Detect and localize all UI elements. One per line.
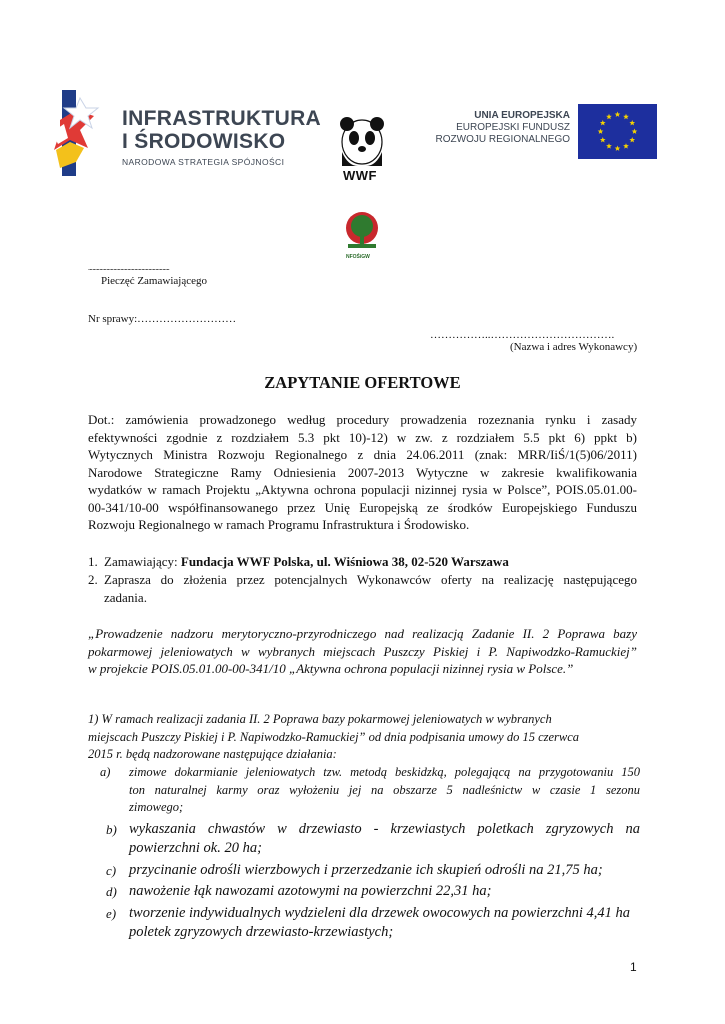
intro-line: efektywności zgodnie z rozdziałem 5.3 pkt 10)-12) w zw. z rozdziałem 5.5 pkt 6) ppkt b) bbox=[88, 429, 637, 445]
eu-line3: ROZWOJU REGIONALNEGO bbox=[435, 134, 570, 145]
contractor-label: (Nazwa i adres Wykonawcy) bbox=[510, 341, 638, 353]
activity-item bbox=[100, 764, 640, 817]
activity-line: zimowe dokarmianie jeleniowatych tzw. metodą beskidzką, polegającą na przygotowaniu 150 bbox=[129, 765, 640, 779]
client-label: Zamawiający: bbox=[104, 554, 181, 569]
scope-line: 1) W ramach realizacji zadania II. 2 Poprawa bazy pokarmowej jeleniowatych w wybranych bbox=[88, 712, 552, 726]
list-number: 2. bbox=[88, 572, 98, 587]
activity-line: powierzchni ok. 20 ha; bbox=[129, 839, 262, 856]
intro-paragraph bbox=[88, 411, 637, 534]
task-title-line: pokarmowej jeleniowatych w wybranych miejscach Puszczy Piskiej i P. Napiwodzko-Ramuckiej” bbox=[88, 643, 637, 659]
stamp-label: Pieczęć Zamawiającego bbox=[101, 275, 207, 287]
infra-subtitle: NARODOWA STRATEGIA SPÓJNOŚCI bbox=[122, 157, 285, 167]
intro-line: wydatków w ramach Projektu „Aktywna ochrona populacji nizinnej rysia w Polsce”, POIS.05.01.00- bbox=[88, 482, 637, 497]
activity-letter: a) bbox=[100, 765, 111, 779]
scope-line: miejscach Puszczy Piskiej i P. Napiwodzko-Ramuckiej” od dnia podpisania umowy do 15 czerwca bbox=[88, 729, 580, 744]
activity-line: zimowego; bbox=[129, 800, 184, 814]
item2-line1: Zaprasza do złożenia przez potencjalnych Wykonawców oferty na realizację następującego bbox=[104, 572, 637, 587]
intro-line: Rozwoju Regionalnego w ramach Programu Infrastruktura i Środowisko. bbox=[88, 517, 470, 532]
list-item-2 bbox=[88, 571, 637, 606]
eu-line1: UNIA EUROPEJSKA bbox=[474, 110, 570, 121]
wwf-label: WWF bbox=[343, 168, 377, 183]
activity-item bbox=[100, 820, 640, 858]
nss-star-icon bbox=[50, 90, 106, 176]
activity-letter: e) bbox=[106, 905, 117, 921]
scope-paragraph bbox=[88, 711, 598, 764]
infra-title-line1: INFRASTRUKTURA bbox=[122, 107, 322, 130]
client-value: Fundacja WWF Polska, ul. Wiśniowa 38, 02-520 Warszawa bbox=[180, 554, 509, 569]
activity-line: tworzenie indywidualnych wydzieleni dla drzewek owocowych na powierzchni 4,41 ha bbox=[129, 904, 630, 921]
activity-line: nawożenie łąk nawozami azotowymi na powierzchni 22,31 ha; bbox=[129, 882, 492, 899]
intro-line: Wytycznych Ministra Rozwoju Regionalnego z dnia 24.06.2011 (znak: MRR/IiŚ/1(5)06/2011) bbox=[88, 447, 637, 462]
task-title bbox=[88, 625, 637, 678]
activity-letter: c) bbox=[106, 862, 117, 878]
activity-list bbox=[100, 764, 640, 942]
task-title-line: w projekcie POIS.05.01.00-00-341/10 „Aktywna ochrona populacji nizinnej rysia w Polsce.” bbox=[88, 661, 574, 676]
list-number: 1. bbox=[88, 554, 98, 569]
infra-title-line2: I ŚRODOWISKO bbox=[122, 130, 286, 153]
scope-line: 2015 r. będą nadzorowane następujące działania: bbox=[88, 747, 337, 761]
eu-flag-icon bbox=[578, 104, 657, 159]
eu-text-block bbox=[420, 110, 570, 146]
activity-letter: b) bbox=[106, 821, 117, 837]
stamp-dots: .......................................................... bbox=[88, 263, 170, 272]
infrastruktura-logo bbox=[50, 88, 322, 178]
eu-line2: EUROPEJSKI FUNDUSZ bbox=[456, 122, 570, 133]
item2-line2: zadania. bbox=[104, 589, 147, 605]
activity-item bbox=[100, 861, 640, 880]
activity-line: ton naturalnej karmy oraz wyłożeniu jej na obszarze 5 nadleśnictw w czasie 1 sezonu bbox=[129, 782, 640, 797]
tree-icon bbox=[344, 210, 380, 252]
case-number: Nr sprawy:……………………… bbox=[88, 313, 237, 325]
panda-icon bbox=[338, 116, 386, 166]
wwf-logo bbox=[334, 116, 390, 188]
activity-item bbox=[100, 882, 640, 901]
document-title: ZAPYTANIE OFERTOWE bbox=[264, 373, 461, 392]
contractor-dots: ……………..……………………………. bbox=[430, 329, 615, 341]
intro-line: Dot.: zamówienia prowadzonego według procedury prowadzenia rozeznania rynku i zasady bbox=[88, 412, 637, 427]
activity-item bbox=[100, 904, 640, 942]
activity-line: poletek zgryzowych drzewiasto-krzewiastych; bbox=[129, 923, 394, 940]
nfosigw-label: NFOŚiGW bbox=[346, 254, 370, 260]
task-title-line: „Prowadzenie nadzoru merytoryczno-przyrodniczego nad realizacją Zadanie II. 2 Poprawa bazy bbox=[88, 626, 637, 641]
activity-line: wykaszania chwastów w drzewiasto - krzewiastych poletkach zgryzowych na bbox=[129, 820, 640, 837]
intro-line: 00-341/10-00 współfinansowanego przez Unię Europejską ze środków Europejskiego Funduszu bbox=[88, 499, 637, 515]
page-number: 1 bbox=[630, 960, 637, 974]
activity-line: przycinanie odrośli wierzbowych i przerzedzanie ich skupień odrośli na 21,75 ha; bbox=[129, 861, 603, 878]
nfosigw-logo bbox=[340, 210, 384, 264]
activity-letter: d) bbox=[106, 883, 117, 899]
intro-line: Narodowe Strategiczne Ramy Odniesienia 2007-2013 Wytyczne w zakresie kwalifikowania bbox=[88, 464, 637, 480]
list-item-1 bbox=[88, 553, 637, 571]
